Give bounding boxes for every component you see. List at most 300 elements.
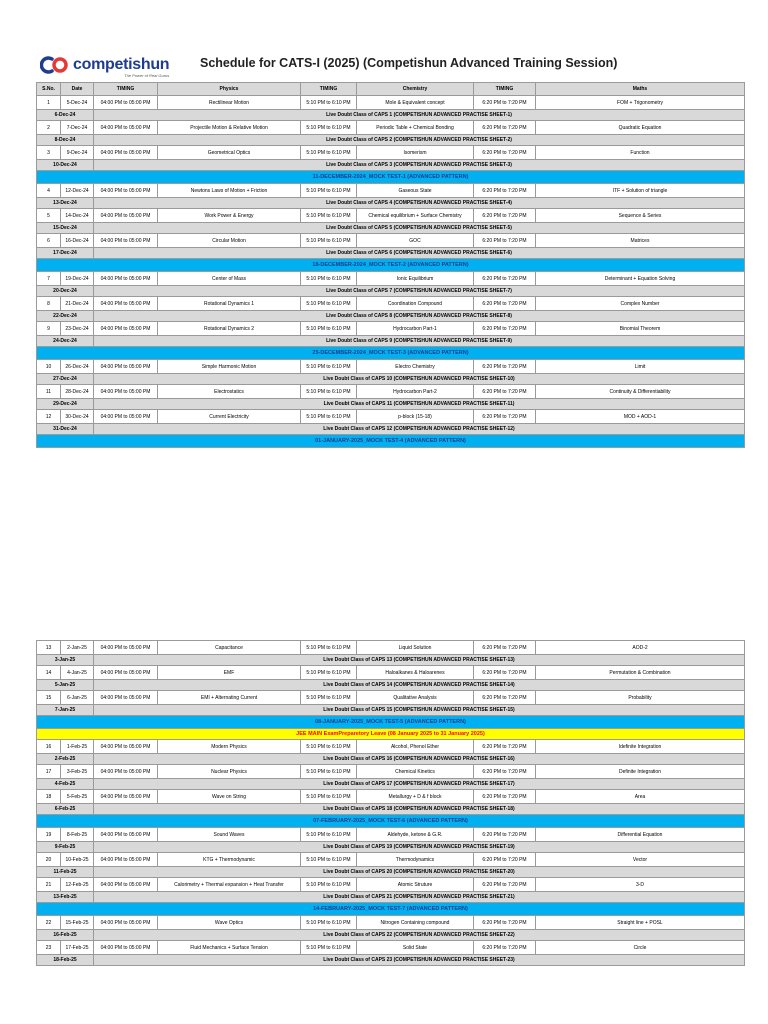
chemistry-timing-cell: 5:10 PM to 6:10 PM	[301, 96, 357, 110]
maths-cell: Determinant + Equation Solving	[536, 272, 745, 286]
header-sno: S.No.	[37, 83, 61, 96]
doubt-class-text-cell: Live Doubt Class of CAPS 20 (COMPETISHUN ADVANCED PRACTISE SHEET-20)	[94, 867, 745, 878]
header-timing-physics: TIMING	[94, 83, 158, 96]
physics-timing-cell: 04:00 PM to 05:00 PM	[94, 790, 158, 804]
maths-cell: ITF + Solution of triangle	[536, 184, 745, 198]
chemistry-timing-cell: 5:10 PM to 6:10 PM	[301, 916, 357, 930]
maths-timing-cell: 6:20 PM to 7:20 PM	[474, 740, 536, 754]
maths-timing-cell: 6:20 PM to 7:20 PM	[474, 272, 536, 286]
sno-cell: 17	[37, 765, 61, 779]
date-cell: 6-Jan-25	[61, 691, 94, 705]
date-cell: 17-Feb-25	[61, 941, 94, 955]
table-row	[37, 146, 745, 160]
physics-timing-cell: 04:00 PM to 05:00 PM	[94, 209, 158, 223]
mock-test-row	[37, 259, 745, 272]
mock-test-row	[37, 171, 745, 184]
chemistry-cell: Electro Chemistry	[357, 360, 474, 374]
chemistry-timing-cell: 5:10 PM to 6:10 PM	[301, 853, 357, 867]
doubt-class-text-cell: Live Doubt Class of CAPS 19 (COMPETISHUN ADVANCED PRACTISE SHEET-19)	[94, 842, 745, 853]
maths-timing-cell: 6:20 PM to 7:20 PM	[474, 184, 536, 198]
maths-cell: Differential Equation	[536, 828, 745, 842]
physics-timing-cell: 04:00 PM to 05:00 PM	[94, 666, 158, 680]
physics-cell: Rotational Dynamics 2	[158, 322, 301, 336]
doubt-class-text-cell: Live Doubt Class of CAPS 2 (COMPETISHUN ADVANCED PRACTISE SHEET-2)	[94, 135, 745, 146]
table-row	[37, 878, 745, 892]
chemistry-cell: Thermodynamics	[357, 853, 474, 867]
doubt-class-date-cell: 4-Feb-25	[37, 779, 94, 790]
doubt-class-text-cell: Live Doubt Class of CAPS 13 (COMPETISHUN ADVANCED PRACTISE SHEET-13)	[94, 655, 745, 666]
schedule-table-part-2	[36, 640, 745, 966]
exam-leave-text: JEE MAIN ExamPreparetory Leave (08 January 2025 to 31 January 2025)	[37, 729, 745, 740]
mock-test-row	[37, 435, 745, 448]
maths-cell: Circle	[536, 941, 745, 955]
page-title: Schedule for CATS-I (2025) (Competishun Advanced Training Session)	[200, 56, 618, 70]
doubt-class-text-cell: Live Doubt Class of CAPS 1 (COMPETISHUN ADVANCED PRACTISE SHEET-1)	[94, 110, 745, 121]
maths-timing-cell: 6:20 PM to 7:20 PM	[474, 765, 536, 779]
physics-cell: Projectile Motion & Relative Motion	[158, 121, 301, 135]
physics-timing-cell: 04:00 PM to 05:00 PM	[94, 234, 158, 248]
physics-timing-cell: 04:00 PM to 05:00 PM	[94, 828, 158, 842]
table-row	[37, 96, 745, 110]
date-cell: 1-Feb-25	[61, 740, 94, 754]
chemistry-timing-cell: 5:10 PM to 6:10 PM	[301, 691, 357, 705]
physics-cell: Simple Harmonic Motion	[158, 360, 301, 374]
doubt-class-date-cell: 27-Dec-24	[37, 374, 94, 385]
maths-cell: Area	[536, 790, 745, 804]
maths-timing-cell: 6:20 PM to 7:20 PM	[474, 146, 536, 160]
physics-timing-cell: 04:00 PM to 05:00 PM	[94, 691, 158, 705]
doubt-class-row	[37, 842, 745, 853]
table-row	[37, 691, 745, 705]
maths-timing-cell: 6:20 PM to 7:20 PM	[474, 916, 536, 930]
chemistry-timing-cell: 5:10 PM to 6:10 PM	[301, 209, 357, 223]
chemistry-timing-cell: 5:10 PM to 6:10 PM	[301, 740, 357, 754]
physics-timing-cell: 04:00 PM to 05:00 PM	[94, 765, 158, 779]
physics-cell: Wave on String	[158, 790, 301, 804]
header-maths: Maths	[536, 83, 745, 96]
table-row	[37, 410, 745, 424]
chemistry-cell: Chemical equilibrium + Surface Chemistry	[357, 209, 474, 223]
doubt-class-text-cell: Live Doubt Class of CAPS 4 (COMPETISHUN ADVANCED PRACTISE SHEET-4)	[94, 198, 745, 209]
table-row	[37, 828, 745, 842]
mock-test-text: 18-DECEMBER-2024_MOCK TEST-2 (ADVANCED PATTERN)	[37, 259, 745, 272]
sno-cell: 21	[37, 878, 61, 892]
chemistry-timing-cell: 5:10 PM to 6:10 PM	[301, 297, 357, 311]
sno-cell: 6	[37, 234, 61, 248]
date-cell: 12-Feb-25	[61, 878, 94, 892]
date-cell: 15-Feb-25	[61, 916, 94, 930]
doubt-class-text-cell: Live Doubt Class of CAPS 7 (COMPETISHUN ADVANCED PRACTISE SHEET-7)	[94, 286, 745, 297]
maths-cell: 3-D	[536, 878, 745, 892]
doubt-class-date-cell: 7-Jan-25	[37, 705, 94, 716]
date-cell: 19-Dec-24	[61, 272, 94, 286]
maths-timing-cell: 6:20 PM to 7:20 PM	[474, 360, 536, 374]
header-physics: Physics	[158, 83, 301, 96]
sno-cell: 8	[37, 297, 61, 311]
physics-timing-cell: 04:00 PM to 05:00 PM	[94, 96, 158, 110]
maths-timing-cell: 6:20 PM to 7:20 PM	[474, 322, 536, 336]
doubt-class-row	[37, 248, 745, 259]
doubt-class-text-cell: Live Doubt Class of CAPS 8 (COMPETISHUN ADVANCED PRACTISE SHEET-8)	[94, 311, 745, 322]
sno-cell: 14	[37, 666, 61, 680]
doubt-class-date-cell: 29-Dec-24	[37, 399, 94, 410]
chemistry-cell: Hydrocarbon Part-2	[357, 385, 474, 399]
physics-timing-cell: 04:00 PM to 05:00 PM	[94, 941, 158, 955]
chemistry-cell: Qualitative Analysis	[357, 691, 474, 705]
doubt-class-row	[37, 311, 745, 322]
doubt-class-date-cell: 5-Jan-25	[37, 680, 94, 691]
chemistry-timing-cell: 5:10 PM to 6:10 PM	[301, 234, 357, 248]
sno-cell: 20	[37, 853, 61, 867]
physics-cell: KTG + Thermodynamic	[158, 853, 301, 867]
maths-cell: Limit	[536, 360, 745, 374]
sno-cell: 2	[37, 121, 61, 135]
table-row	[37, 385, 745, 399]
doubt-class-row	[37, 804, 745, 815]
doubt-class-date-cell: 6-Feb-25	[37, 804, 94, 815]
chemistry-cell: Metallurgy + D & f block	[357, 790, 474, 804]
table-row	[37, 209, 745, 223]
doubt-class-text-cell: Live Doubt Class of CAPS 6 (COMPETISHUN ADVANCED PRACTISE SHEET-6)	[94, 248, 745, 259]
header-chemistry: Chemistry	[357, 83, 474, 96]
table-row	[37, 765, 745, 779]
chemistry-cell: Nitrogen Containing compound	[357, 916, 474, 930]
doubt-class-text-cell: Live Doubt Class of CAPS 22 (COMPETISHUN ADVANCED PRACTISE SHEET-22)	[94, 930, 745, 941]
maths-cell: Binomial Theorem	[536, 322, 745, 336]
chemistry-cell: Coordination Compound	[357, 297, 474, 311]
physics-cell: Wave Optics	[158, 916, 301, 930]
chemistry-timing-cell: 5:10 PM to 6:10 PM	[301, 146, 357, 160]
mock-test-text: 14-FEBRUARY-2025_MOCK TEST-7 (ADVANCED PATTERN)	[37, 903, 745, 916]
chemistry-timing-cell: 5:10 PM to 6:10 PM	[301, 878, 357, 892]
date-cell: 30-Dec-24	[61, 410, 94, 424]
doubt-class-date-cell: 31-Dec-24	[37, 424, 94, 435]
doubt-class-row	[37, 110, 745, 121]
logo-tagline: The Power of Real Gurus	[124, 73, 170, 78]
date-cell: 28-Dec-24	[61, 385, 94, 399]
date-cell: 10-Feb-25	[61, 853, 94, 867]
maths-timing-cell: 6:20 PM to 7:20 PM	[474, 297, 536, 311]
doubt-class-text-cell: Live Doubt Class of CAPS 12 (COMPETISHUN ADVANCED PRACTISE SHEET-12)	[94, 424, 745, 435]
maths-timing-cell: 6:20 PM to 7:20 PM	[474, 878, 536, 892]
logo-name: competishun	[73, 56, 170, 73]
doubt-class-row	[37, 336, 745, 347]
doubt-class-row	[37, 198, 745, 209]
date-cell: 4-Jan-25	[61, 666, 94, 680]
maths-cell: Quadratic Equation	[536, 121, 745, 135]
doubt-class-date-cell: 16-Feb-25	[37, 930, 94, 941]
sno-cell: 5	[37, 209, 61, 223]
sno-cell: 23	[37, 941, 61, 955]
doubt-class-row	[37, 680, 745, 691]
doubt-class-text-cell: Live Doubt Class of CAPS 16 (COMPETISHUN ADVANCED PRACTISE SHEET-16)	[94, 754, 745, 765]
sno-cell: 19	[37, 828, 61, 842]
maths-timing-cell: 6:20 PM to 7:20 PM	[474, 790, 536, 804]
chemistry-cell: Alcohol, Phenol Ether	[357, 740, 474, 754]
doubt-class-text-cell: Live Doubt Class of CAPS 23 (COMPETISHUN ADVANCED PRACTISE SHEET-23)	[94, 955, 745, 966]
physics-cell: Rotational Dynamics 1	[158, 297, 301, 311]
chemistry-cell: Gaseous State	[357, 184, 474, 198]
physics-cell: Fluid Mechanics + Surface Tension	[158, 941, 301, 955]
maths-cell: Probability	[536, 691, 745, 705]
sno-cell: 4	[37, 184, 61, 198]
date-cell: 16-Dec-24	[61, 234, 94, 248]
doubt-class-text-cell: Live Doubt Class of CAPS 14 (COMPETISHUN ADVANCED PRACTISE SHEET-14)	[94, 680, 745, 691]
chemistry-timing-cell: 5:10 PM to 6:10 PM	[301, 385, 357, 399]
sno-cell: 1	[37, 96, 61, 110]
doubt-class-text-cell: Live Doubt Class of CAPS 5 (COMPETISHUN ADVANCED PRACTISE SHEET-5)	[94, 223, 745, 234]
sno-cell: 18	[37, 790, 61, 804]
table-row	[37, 184, 745, 198]
table-row	[37, 641, 745, 655]
maths-cell: Continuity & Differentiability	[536, 385, 745, 399]
mock-test-row	[37, 347, 745, 360]
chemistry-timing-cell: 5:10 PM to 6:10 PM	[301, 322, 357, 336]
maths-cell: Vector	[536, 853, 745, 867]
mock-test-text: 25-DECEMBER-2024_MOCK TEST-3 (ADVANCED PATTERN)	[37, 347, 745, 360]
physics-timing-cell: 04:00 PM to 05:00 PM	[94, 146, 158, 160]
table-row	[37, 322, 745, 336]
table-row	[37, 916, 745, 930]
chemistry-cell: Ionic Equilibrium	[357, 272, 474, 286]
maths-timing-cell: 6:20 PM to 7:20 PM	[474, 209, 536, 223]
maths-cell: Idefinite Integration	[536, 740, 745, 754]
physics-cell: Center of Mass	[158, 272, 301, 286]
sno-cell: 15	[37, 691, 61, 705]
physics-cell: EMF	[158, 666, 301, 680]
date-cell: 14-Dec-24	[61, 209, 94, 223]
physics-timing-cell: 04:00 PM to 05:00 PM	[94, 641, 158, 655]
physics-cell: Current Electricity	[158, 410, 301, 424]
maths-cell: Straight line + POSL	[536, 916, 745, 930]
maths-timing-cell: 6:20 PM to 7:20 PM	[474, 234, 536, 248]
doubt-class-row	[37, 160, 745, 171]
chemistry-timing-cell: 5:10 PM to 6:10 PM	[301, 828, 357, 842]
doubt-class-date-cell: 15-Dec-24	[37, 223, 94, 234]
chemistry-timing-cell: 5:10 PM to 6:10 PM	[301, 121, 357, 135]
mock-test-text: 11-DECEMBER-2024_MOCK TEST-1 (ADVANCED PATTERN)	[37, 171, 745, 184]
doubt-class-row	[37, 655, 745, 666]
date-cell: 8-Feb-25	[61, 828, 94, 842]
chemistry-cell: Atomic Struture	[357, 878, 474, 892]
sno-cell: 22	[37, 916, 61, 930]
physics-timing-cell: 04:00 PM to 05:00 PM	[94, 360, 158, 374]
chemistry-timing-cell: 5:10 PM to 6:10 PM	[301, 272, 357, 286]
header-timing-maths: TIMING	[474, 83, 536, 96]
physics-timing-cell: 04:00 PM to 05:00 PM	[94, 322, 158, 336]
physics-timing-cell: 04:00 PM to 05:00 PM	[94, 385, 158, 399]
maths-cell: Sequence & Series	[536, 209, 745, 223]
doubt-class-date-cell: 10-Dec-24	[37, 160, 94, 171]
date-cell: 23-Dec-24	[61, 322, 94, 336]
doubt-class-row	[37, 135, 745, 146]
physics-timing-cell: 04:00 PM to 05:00 PM	[94, 916, 158, 930]
table-row	[37, 272, 745, 286]
doubt-class-date-cell: 6-Dec-24	[37, 110, 94, 121]
mock-test-row	[37, 815, 745, 828]
doubt-class-date-cell: 20-Dec-24	[37, 286, 94, 297]
physics-timing-cell: 04:00 PM to 05:00 PM	[94, 297, 158, 311]
physics-timing-cell: 04:00 PM to 05:00 PM	[94, 853, 158, 867]
sno-cell: 11	[37, 385, 61, 399]
doubt-class-text-cell: Live Doubt Class of CAPS 21 (COMPETISHUN ADVANCED PRACTISE SHEET-21)	[94, 892, 745, 903]
physics-cell: Work Power & Energy	[158, 209, 301, 223]
mock-test-text: 01-JANUARY-2025_MOCK TEST-4 (ADVANCED PATTERN)	[37, 435, 745, 448]
maths-timing-cell: 6:20 PM to 7:20 PM	[474, 96, 536, 110]
maths-cell: Definite Integration	[536, 765, 745, 779]
chemistry-timing-cell: 5:10 PM to 6:10 PM	[301, 641, 357, 655]
doubt-class-row	[37, 867, 745, 878]
chemistry-timing-cell: 5:10 PM to 6:10 PM	[301, 410, 357, 424]
physics-cell: Electrostatics	[158, 385, 301, 399]
logo-text	[73, 56, 170, 78]
maths-cell: AOD-2	[536, 641, 745, 655]
table-row	[37, 297, 745, 311]
doubt-class-text-cell: Live Doubt Class of CAPS 11 (COMPETISHUN ADVANCED PRACTISE SHEET-11)	[94, 399, 745, 410]
doubt-class-text-cell: Live Doubt Class of CAPS 17 (COMPETISHUN ADVANCED PRACTISE SHEET-17)	[94, 779, 745, 790]
doubt-class-date-cell: 2-Feb-25	[37, 754, 94, 765]
chemistry-cell: Chemical Kinetics	[357, 765, 474, 779]
physics-timing-cell: 04:00 PM to 05:00 PM	[94, 184, 158, 198]
chemistry-cell: Periodic Table + Chemical Bonding	[357, 121, 474, 135]
chemistry-cell: Isomerism	[357, 146, 474, 160]
sno-cell: 13	[37, 641, 61, 655]
date-cell: 3-Feb-25	[61, 765, 94, 779]
schedule-table-part-1	[36, 82, 745, 448]
chemistry-cell: Aldehyde, ketone & G.R.	[357, 828, 474, 842]
chemistry-timing-cell: 5:10 PM to 6:10 PM	[301, 360, 357, 374]
table-header-row	[37, 83, 745, 96]
maths-timing-cell: 6:20 PM to 7:20 PM	[474, 121, 536, 135]
doubt-class-date-cell: 13-Dec-24	[37, 198, 94, 209]
sno-cell: 10	[37, 360, 61, 374]
physics-timing-cell: 04:00 PM to 05:00 PM	[94, 121, 158, 135]
doubt-class-date-cell: 17-Dec-24	[37, 248, 94, 259]
chemistry-cell: Hydrocarbon Part-1	[357, 322, 474, 336]
chemistry-cell: Solid State	[357, 941, 474, 955]
physics-cell: Newtons Laws of Motion + Friction	[158, 184, 301, 198]
maths-cell: MOD + AOD-1	[536, 410, 745, 424]
doubt-class-row	[37, 223, 745, 234]
doubt-class-row	[37, 955, 745, 966]
doubt-class-date-cell: 9-Feb-25	[37, 842, 94, 853]
doubt-class-date-cell: 18-Feb-25	[37, 955, 94, 966]
physics-cell: Capacitance	[158, 641, 301, 655]
doubt-class-row	[37, 754, 745, 765]
chemistry-timing-cell: 5:10 PM to 6:10 PM	[301, 790, 357, 804]
physics-timing-cell: 04:00 PM to 05:00 PM	[94, 272, 158, 286]
physics-cell: Calorimetry + Thermal expansion + Heat Transfer	[158, 878, 301, 892]
table-row	[37, 941, 745, 955]
table-row	[37, 740, 745, 754]
doubt-class-row	[37, 892, 745, 903]
maths-cell: FOM + Trigonometry	[536, 96, 745, 110]
date-cell: 12-Dec-24	[61, 184, 94, 198]
exam-leave-row	[37, 729, 745, 740]
date-cell: 9-Dec-24	[61, 146, 94, 160]
table-row	[37, 853, 745, 867]
physics-timing-cell: 04:00 PM to 05:00 PM	[94, 740, 158, 754]
date-cell: 2-Jan-25	[61, 641, 94, 655]
mock-test-text: 07-FEBRUARY-2025_MOCK TEST-6 (ADVANCED PATTERN)	[37, 815, 745, 828]
competishun-logo	[40, 52, 169, 78]
doubt-class-row	[37, 374, 745, 385]
sno-cell: 16	[37, 740, 61, 754]
table-row	[37, 234, 745, 248]
table-row	[37, 121, 745, 135]
doubt-class-row	[37, 779, 745, 790]
doubt-class-date-cell: 22-Dec-24	[37, 311, 94, 322]
chemistry-timing-cell: 5:10 PM to 6:10 PM	[301, 184, 357, 198]
chemistry-cell: Mole & Equivalent concept	[357, 96, 474, 110]
chemistry-timing-cell: 5:10 PM to 6:10 PM	[301, 941, 357, 955]
physics-cell: Modern Physics	[158, 740, 301, 754]
logo-mark-icon	[40, 55, 70, 75]
doubt-class-text-cell: Live Doubt Class of CAPS 18 (COMPETISHUN ADVANCED PRACTISE SHEET-18)	[94, 804, 745, 815]
doubt-class-text-cell: Live Doubt Class of CAPS 9 (COMPETISHUN ADVANCED PRACTISE SHEET-9)	[94, 336, 745, 347]
sno-cell: 9	[37, 322, 61, 336]
mock-test-text: 08-JANUARY-2025_MOCK TEST-5 (ADVANCED PATTERN)	[37, 716, 745, 729]
header-date: Date	[61, 83, 94, 96]
chemistry-cell: GOC	[357, 234, 474, 248]
physics-cell: EMI + Alternating Current	[158, 691, 301, 705]
physics-cell: Sound Waves	[158, 828, 301, 842]
sno-cell: 7	[37, 272, 61, 286]
chemistry-cell: p-block (15-18)	[357, 410, 474, 424]
doubt-class-text-cell: Live Doubt Class of CAPS 15 (COMPETISHUN ADVANCED PRACTISE SHEET-15)	[94, 705, 745, 716]
date-cell: 5-Dec-24	[61, 96, 94, 110]
doubt-class-date-cell: 13-Feb-25	[37, 892, 94, 903]
date-cell: 7-Dec-24	[61, 121, 94, 135]
doubt-class-date-cell: 8-Dec-24	[37, 135, 94, 146]
doubt-class-date-cell: 24-Dec-24	[37, 336, 94, 347]
doubt-class-row	[37, 399, 745, 410]
table-row	[37, 360, 745, 374]
date-cell: 21-Dec-24	[61, 297, 94, 311]
maths-timing-cell: 6:20 PM to 7:20 PM	[474, 828, 536, 842]
maths-timing-cell: 6:20 PM to 7:20 PM	[474, 853, 536, 867]
physics-cell: Circular Motion	[158, 234, 301, 248]
maths-timing-cell: 6:20 PM to 7:20 PM	[474, 666, 536, 680]
chemistry-timing-cell: 5:10 PM to 6:10 PM	[301, 765, 357, 779]
maths-cell: Complex Number	[536, 297, 745, 311]
date-cell: 5-Feb-25	[61, 790, 94, 804]
sno-cell: 3	[37, 146, 61, 160]
physics-timing-cell: 04:00 PM to 05:00 PM	[94, 878, 158, 892]
table-row	[37, 790, 745, 804]
maths-timing-cell: 6:20 PM to 7:20 PM	[474, 641, 536, 655]
physics-timing-cell: 04:00 PM to 05:00 PM	[94, 410, 158, 424]
doubt-class-text-cell: Live Doubt Class of CAPS 3 (COMPETISHUN ADVANCED PRACTISE SHEET-3)	[94, 160, 745, 171]
mock-test-row	[37, 903, 745, 916]
physics-cell: Nuclear Physics	[158, 765, 301, 779]
physics-cell: Geometrical Optics	[158, 146, 301, 160]
doubt-class-date-cell: 11-Feb-25	[37, 867, 94, 878]
physics-cell: Rectilinear Motion	[158, 96, 301, 110]
doubt-class-date-cell: 3-Jan-25	[37, 655, 94, 666]
maths-timing-cell: 6:20 PM to 7:20 PM	[474, 691, 536, 705]
doubt-class-text-cell: Live Doubt Class of CAPS 10 (COMPETISHUN ADVANCED PRACTISE SHEET-10)	[94, 374, 745, 385]
maths-timing-cell: 6:20 PM to 7:20 PM	[474, 410, 536, 424]
maths-cell: Function	[536, 146, 745, 160]
doubt-class-row	[37, 705, 745, 716]
maths-cell: Permutation & Combination	[536, 666, 745, 680]
chemistry-timing-cell: 5:10 PM to 6:10 PM	[301, 666, 357, 680]
maths-cell: Matrices	[536, 234, 745, 248]
chemistry-cell: Haloalkanes & Haloarenes	[357, 666, 474, 680]
header-timing-chemistry: TIMING	[301, 83, 357, 96]
date-cell: 26-Dec-24	[61, 360, 94, 374]
